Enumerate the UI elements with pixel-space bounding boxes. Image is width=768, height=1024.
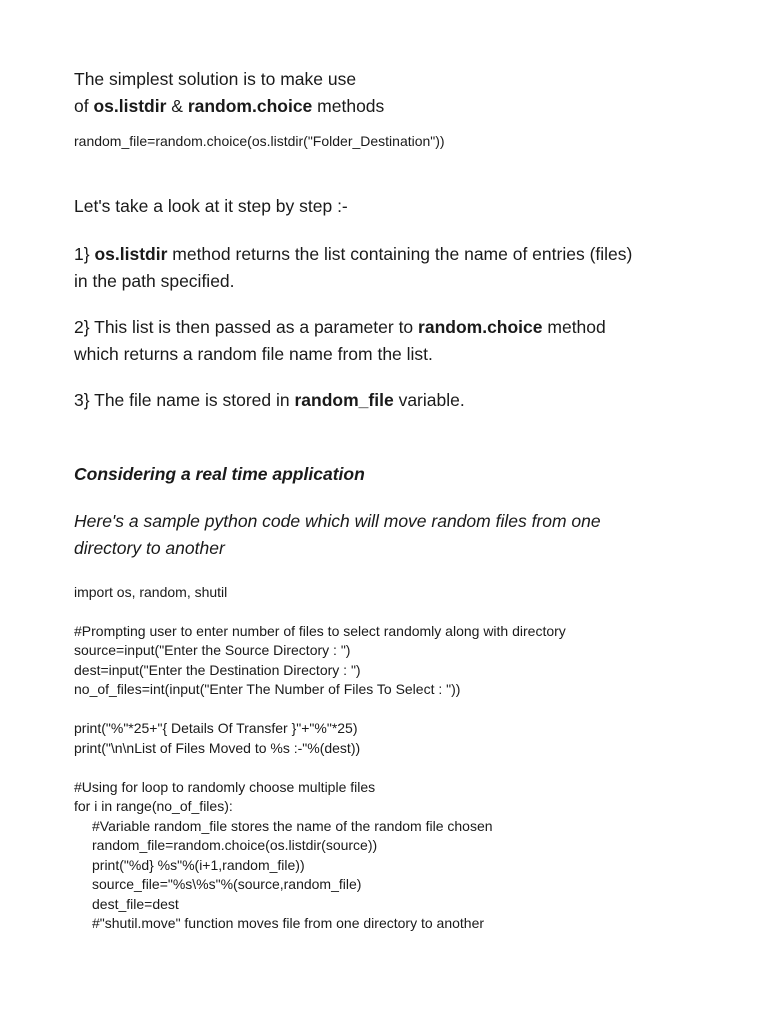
code-line-indented: source_file="%s\%s"%(source,random_file) <box>92 876 362 892</box>
code-line-indented: random_file=random.choice(os.listdir(source)) <box>92 837 378 853</box>
code-line: no_of_files=int(input("Enter The Number of Files To Select : ")) <box>74 681 461 697</box>
step-1-num: 1} <box>74 243 95 264</box>
step-3 <box>74 387 734 414</box>
intro-amp: & <box>166 96 188 116</box>
section-intro-line-2: directory to another <box>74 537 225 558</box>
method-os-listdir: os.listdir <box>93 96 167 116</box>
step-2 <box>74 314 734 368</box>
step-3-num: 3} The file name is stored in <box>74 389 295 410</box>
step-3-text: variable. <box>393 389 465 410</box>
code-line-indented: dest_file=dest <box>92 895 179 912</box>
code-line: source=input("Enter the Source Directory : ") <box>74 642 351 658</box>
code-line: dest=input("Enter the Destination Directory : ") <box>74 661 361 678</box>
code-import: import os, random, shutil <box>74 583 228 600</box>
code-line-indented: print("%d} %s"%(i+1,random_file)) <box>92 856 305 873</box>
section-heading: Considering a real time application <box>74 463 365 484</box>
intro-paragraph <box>74 66 734 120</box>
step-2-bold: random.choice <box>418 316 543 337</box>
step-2-text-b: which returns a random file name from the list. <box>74 343 433 364</box>
code-line: print("%"*25+"{ Details Of Transfer }"+"%"*25) <box>74 720 358 736</box>
intro-line-2-pre: of <box>74 96 94 116</box>
code-block-b <box>74 719 734 758</box>
code-line: #Prompting user to enter number of files to select randomly along with directory <box>74 622 566 639</box>
step-1-text-a: method returns the list containing the name of entries (files) <box>167 243 633 264</box>
section-intro-line-1: Here's a sample python code which will move random files from one <box>74 510 601 531</box>
section-intro <box>74 508 734 562</box>
code-line: print("\n\nList of Files Moved to %s :-"%(dest)) <box>74 739 361 756</box>
code-line: #Using for loop to randomly choose multiple files <box>74 778 376 795</box>
code-line-indented: #"shutil.move" function moves file from one directory to another <box>92 915 485 931</box>
step-1 <box>74 241 734 295</box>
step-3-bold: random_file <box>294 389 394 410</box>
code-block-a <box>74 622 734 700</box>
intro-line-1: The simplest solution is to make use <box>74 69 357 89</box>
steps-heading: Let's take a look at it step by step :- <box>74 195 348 216</box>
code-line: for i in range(no_of_files): <box>74 798 233 814</box>
step-2-num: 2} This list is then passed as a parameter to <box>74 316 419 337</box>
intro-line-2-post: methods <box>312 96 385 116</box>
code-snippet-1: random_file=random.choice(os.listdir("Folder_Destination")) <box>74 133 445 149</box>
method-random-choice: random.choice <box>187 96 313 116</box>
step-1-bold: os.listdir <box>94 243 168 264</box>
step-1-text-b: in the path specified. <box>74 270 235 291</box>
code-line-indented: #Variable random_file stores the name of the random file chosen <box>92 817 493 834</box>
document-page <box>74 66 734 934</box>
step-2-text-a: method <box>542 316 606 337</box>
code-block-c <box>74 778 734 934</box>
